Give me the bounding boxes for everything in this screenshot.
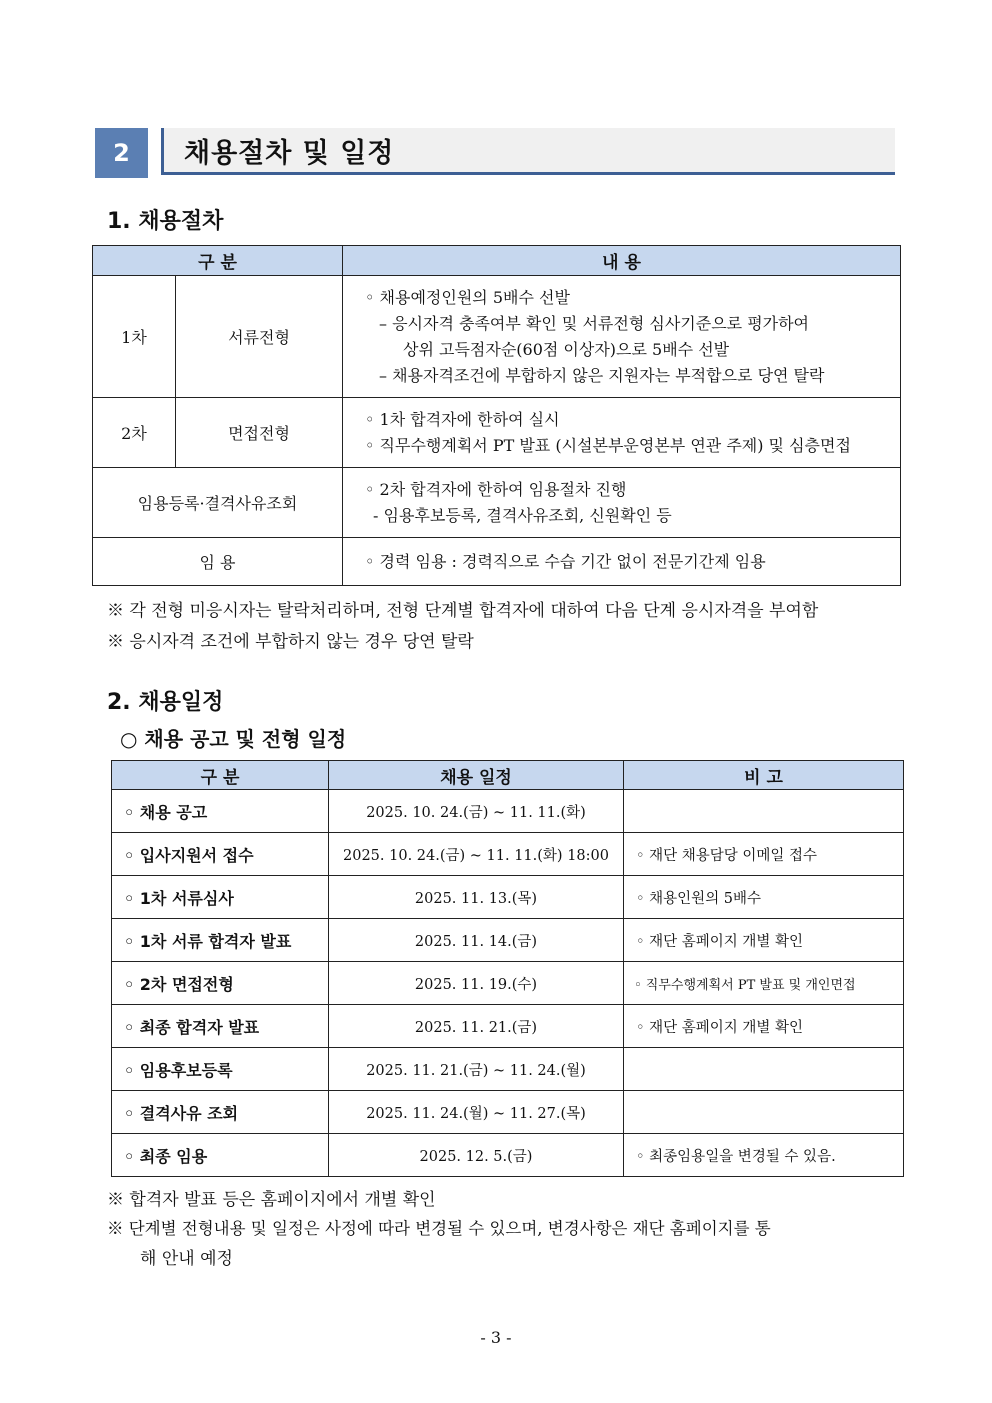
schedule-note: 해 안내 예정 [140, 1249, 233, 1269]
procedure-row [93, 468, 901, 538]
schedule-row [112, 1134, 904, 1177]
schedule-label: ◦ 2차 면접전형 [112, 962, 329, 1005]
schedule-label: ◦ 입사지원서 접수 [112, 833, 329, 876]
schedule-date: 2025. 11. 13.(목) [329, 876, 624, 919]
procedure-content [343, 276, 901, 398]
procedure-note: ※ 각 전형 미응시자는 탈락처리하며, 전형 단계별 합격자에 대하여 다음 단계 응시자격을 부여함 [107, 601, 819, 621]
section-number: 2 [95, 128, 148, 178]
procedure-note: ※ 응시자격 조건에 부합하지 않는 경우 당연 탈락 [107, 632, 474, 652]
schedule-note: ※ 합격자 발표 등은 홈페이지에서 개별 확인 [107, 1190, 436, 1210]
schedule-note: ※ 단계별 전형내용 및 일정은 사정에 따라 변경될 수 있으며, 변경사항은 재단 홈페이지를 통 [107, 1219, 771, 1238]
procedure-stage: 1차 [93, 276, 176, 398]
schedule-header-remark: 비 고 [624, 761, 904, 790]
schedule-date: 2025. 12. 5.(금) [329, 1134, 624, 1177]
procedure-name: 임 용 [93, 538, 343, 586]
schedule-remark [624, 790, 904, 833]
schedule-table [111, 760, 904, 1177]
schedule-row [112, 876, 904, 919]
procedure-line: ◦ 2차 합격자에 한하여 임용절차 진행 [365, 479, 627, 499]
schedule-remark: ◦ 재단 채용담당 이메일 접수 [624, 833, 904, 876]
schedule-row [112, 962, 904, 1005]
schedule-label: ◦ 1차 서류심사 [112, 876, 329, 919]
procedure-table [92, 245, 901, 586]
schedule-label: ◦ 1차 서류 합격자 발표 [112, 919, 329, 962]
schedule-row [112, 919, 904, 962]
procedure-header-row [93, 246, 901, 276]
procedure-content [343, 538, 901, 586]
section-title-box [161, 128, 895, 175]
procedure-content [343, 398, 901, 468]
schedule-remark: ◦ 채용인원의 5배수 [624, 876, 904, 919]
procedure-line: 상위 고득점자순(60점 이상자)으로 5배수 선발 [403, 339, 730, 359]
procedure-line: – 채용자격조건에 부합하지 않은 지원자는 부적합으로 당연 탈락 [379, 365, 825, 385]
schedule-row [112, 833, 904, 876]
schedule-label: ◦ 채용 공고 [112, 790, 329, 833]
schedule-date: 2025. 11. 19.(수) [329, 962, 624, 1005]
procedure-line: – 응시자격 충족여부 확인 및 서류전형 심사기준으로 평가하여 [379, 313, 810, 333]
schedule-header-row [112, 761, 904, 790]
schedule-row [112, 1048, 904, 1091]
schedule-date: 2025. 11. 14.(금) [329, 919, 624, 962]
procedure-line: ◦ 경력 임용 : 경력직으로 수습 기간 없이 전문기간제 임용 [365, 551, 766, 571]
schedule-row [112, 790, 904, 833]
procedure-name: 임용등록·결격사유조회 [93, 468, 343, 538]
schedule-date: 2025. 10. 24.(금) ~ 11. 11.(화) [329, 790, 624, 833]
procedure-content [343, 468, 901, 538]
schedule-label: ◦ 결격사유 조회 [112, 1091, 329, 1134]
schedule-remark: ◦ 재단 홈페이지 개별 확인 [624, 1005, 904, 1048]
schedule-remark [624, 1048, 904, 1091]
schedule-heading: 2. 채용일정 [107, 690, 224, 715]
schedule-date: 2025. 10. 24.(금) ~ 11. 11.(화) 18:00 [329, 833, 624, 876]
schedule-row [112, 1005, 904, 1048]
section-title: 채용절차 및 일정 [184, 137, 395, 169]
procedure-header-category: 구 분 [93, 246, 343, 276]
procedure-row [93, 398, 901, 468]
schedule-date: 2025. 11. 24.(월) ~ 11. 27.(목) [329, 1091, 624, 1134]
schedule-date: 2025. 11. 21.(금) ~ 11. 24.(월) [329, 1048, 624, 1091]
procedure-name: 면접전형 [176, 398, 343, 468]
procedure-line: ◦ 직무수행계획서 PT 발표 (시설본부운영본부 연관 주제) 및 심층면접 [365, 435, 851, 455]
schedule-date: 2025. 11. 21.(금) [329, 1005, 624, 1048]
procedure-line: ◦ 1차 합격자에 한하여 실시 [365, 409, 560, 429]
page-number: - 3 - [480, 1328, 512, 1347]
procedure-header-content: 내 용 [343, 246, 901, 276]
schedule-remark: ◦ 재단 홈페이지 개별 확인 [624, 919, 904, 962]
schedule-subheading: ○ 채용 공고 및 전형 일정 [120, 727, 347, 751]
schedule-remark [624, 1091, 904, 1134]
procedure-row [93, 538, 901, 586]
section-header [95, 128, 895, 178]
schedule-header-category: 구 분 [112, 761, 329, 790]
procedure-name: 서류전형 [176, 276, 343, 398]
procedure-row [93, 276, 901, 398]
schedule-label: ◦ 최종 임용 [112, 1134, 329, 1177]
schedule-row [112, 1091, 904, 1134]
procedure-stage: 2차 [93, 398, 176, 468]
procedure-line: ◦ 채용예정인원의 5배수 선발 [365, 287, 570, 307]
schedule-header-date: 채용 일정 [329, 761, 624, 790]
schedule-label: ◦ 최종 합격자 발표 [112, 1005, 329, 1048]
schedule-remark: ◦ 직무수행계획서 PT 발표 및 개인면접 [624, 962, 904, 1005]
schedule-label: ◦ 임용후보등록 [112, 1048, 329, 1091]
procedure-line: - 임용후보등록, 결격사유조회, 신원확인 등 [373, 505, 672, 525]
procedure-heading: 1. 채용절차 [107, 209, 224, 234]
schedule-remark: ◦ 최종임용일을 변경될 수 있음. [624, 1134, 904, 1177]
